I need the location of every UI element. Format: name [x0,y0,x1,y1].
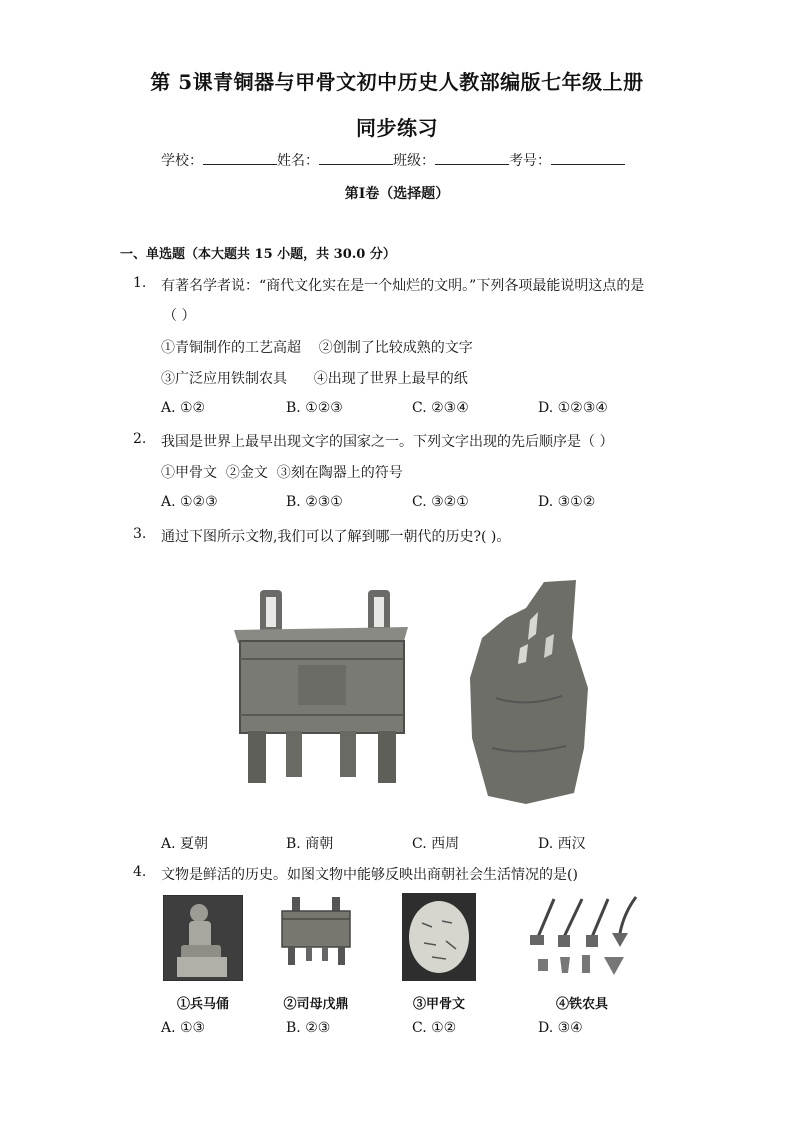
option-b[interactable]: B. 商朝 [286,836,334,852]
option-a[interactable]: A. ①③ [161,1020,206,1036]
question-number: 2. [133,431,147,447]
student-info-line [161,150,625,170]
name-blank[interactable] [319,152,393,165]
document-title-line1: 第 5课青铜器与甲骨文初中历史人教部编版七年级上册 [150,70,644,94]
option-a[interactable]: A. ①② [161,400,206,416]
option-a[interactable]: A. ①②③ [161,494,218,510]
oracle-bone-image [466,578,592,808]
volume-heading: 第I卷（选择题） [344,186,450,202]
option-c[interactable]: C. ③②① [412,494,469,510]
name-label: 姓名： [277,153,319,169]
caption-ding: ②司母戊鼎 [283,997,349,1012]
iron-tools-image [524,893,640,981]
question-stem: 有著名学者说：“商代文化实在是一个灿烂的文明。”下列各项最能说明这点的是 [161,278,645,294]
bronze-ding-image [228,585,414,785]
option-d[interactable]: D. ③④ [538,1020,583,1036]
class-label: 班级： [393,153,435,169]
option-b[interactable]: B. ②③① [286,494,343,510]
question-stem: 通过下图所示文物,我们可以了解到哪一朝代的历史?( )。 [161,529,511,545]
question-number: 3. [133,526,147,542]
option-b[interactable]: B. ①②③ [286,400,343,416]
caption-terracotta: ①兵马俑 [176,997,229,1012]
question-stem: 文物是鲜活的历史。如图文物中能够反映出商朝社会生活情况的是() [161,867,578,883]
option-d[interactable]: D. 西汉 [538,836,586,852]
simuwu-ding-image [278,895,354,967]
caption-iron-tools: ④铁农具 [555,997,608,1012]
caption-oracle-bone: ③甲骨文 [412,997,465,1012]
section-heading: 一、单选题（本大题共 15 小题，共 30.0 分） [120,247,396,262]
question-stem: 我国是世界上最早出现文字的国家之一。下列文字出现的先后顺序是（ ） [161,434,614,450]
school-blank[interactable] [203,152,277,165]
exam-number-label: 考号： [509,153,551,169]
statement-line: ③广泛应用铁制农具 ④出现了世界上最早的纸 [161,371,468,387]
document-title-line2: 同步练习 [356,116,438,140]
answer-bracket: （ ） [163,308,196,324]
exam-number-blank[interactable] [551,152,625,165]
question-number: 4. [133,864,147,880]
option-c[interactable]: C. 西周 [412,836,460,852]
oracle-bone-small-image [402,893,476,981]
statement-line: ①青铜制作的工艺高超 ②创制了比较成熟的文字 [161,340,473,356]
school-label: 学校： [161,153,203,169]
option-b[interactable]: B. ②③ [286,1020,331,1036]
question-number: 1. [133,275,147,291]
option-c[interactable]: C. ①② [412,1020,457,1036]
class-blank[interactable] [435,152,509,165]
option-a[interactable]: A. 夏朝 [161,836,209,852]
statement-line: ①甲骨文 ②金文 ③刻在陶器上的符号 [161,465,403,481]
option-d[interactable]: D. ③①② [538,494,596,510]
option-d[interactable]: D. ①②③④ [538,400,608,416]
option-c[interactable]: C. ②③④ [412,400,469,416]
terracotta-warrior-image [163,895,243,981]
